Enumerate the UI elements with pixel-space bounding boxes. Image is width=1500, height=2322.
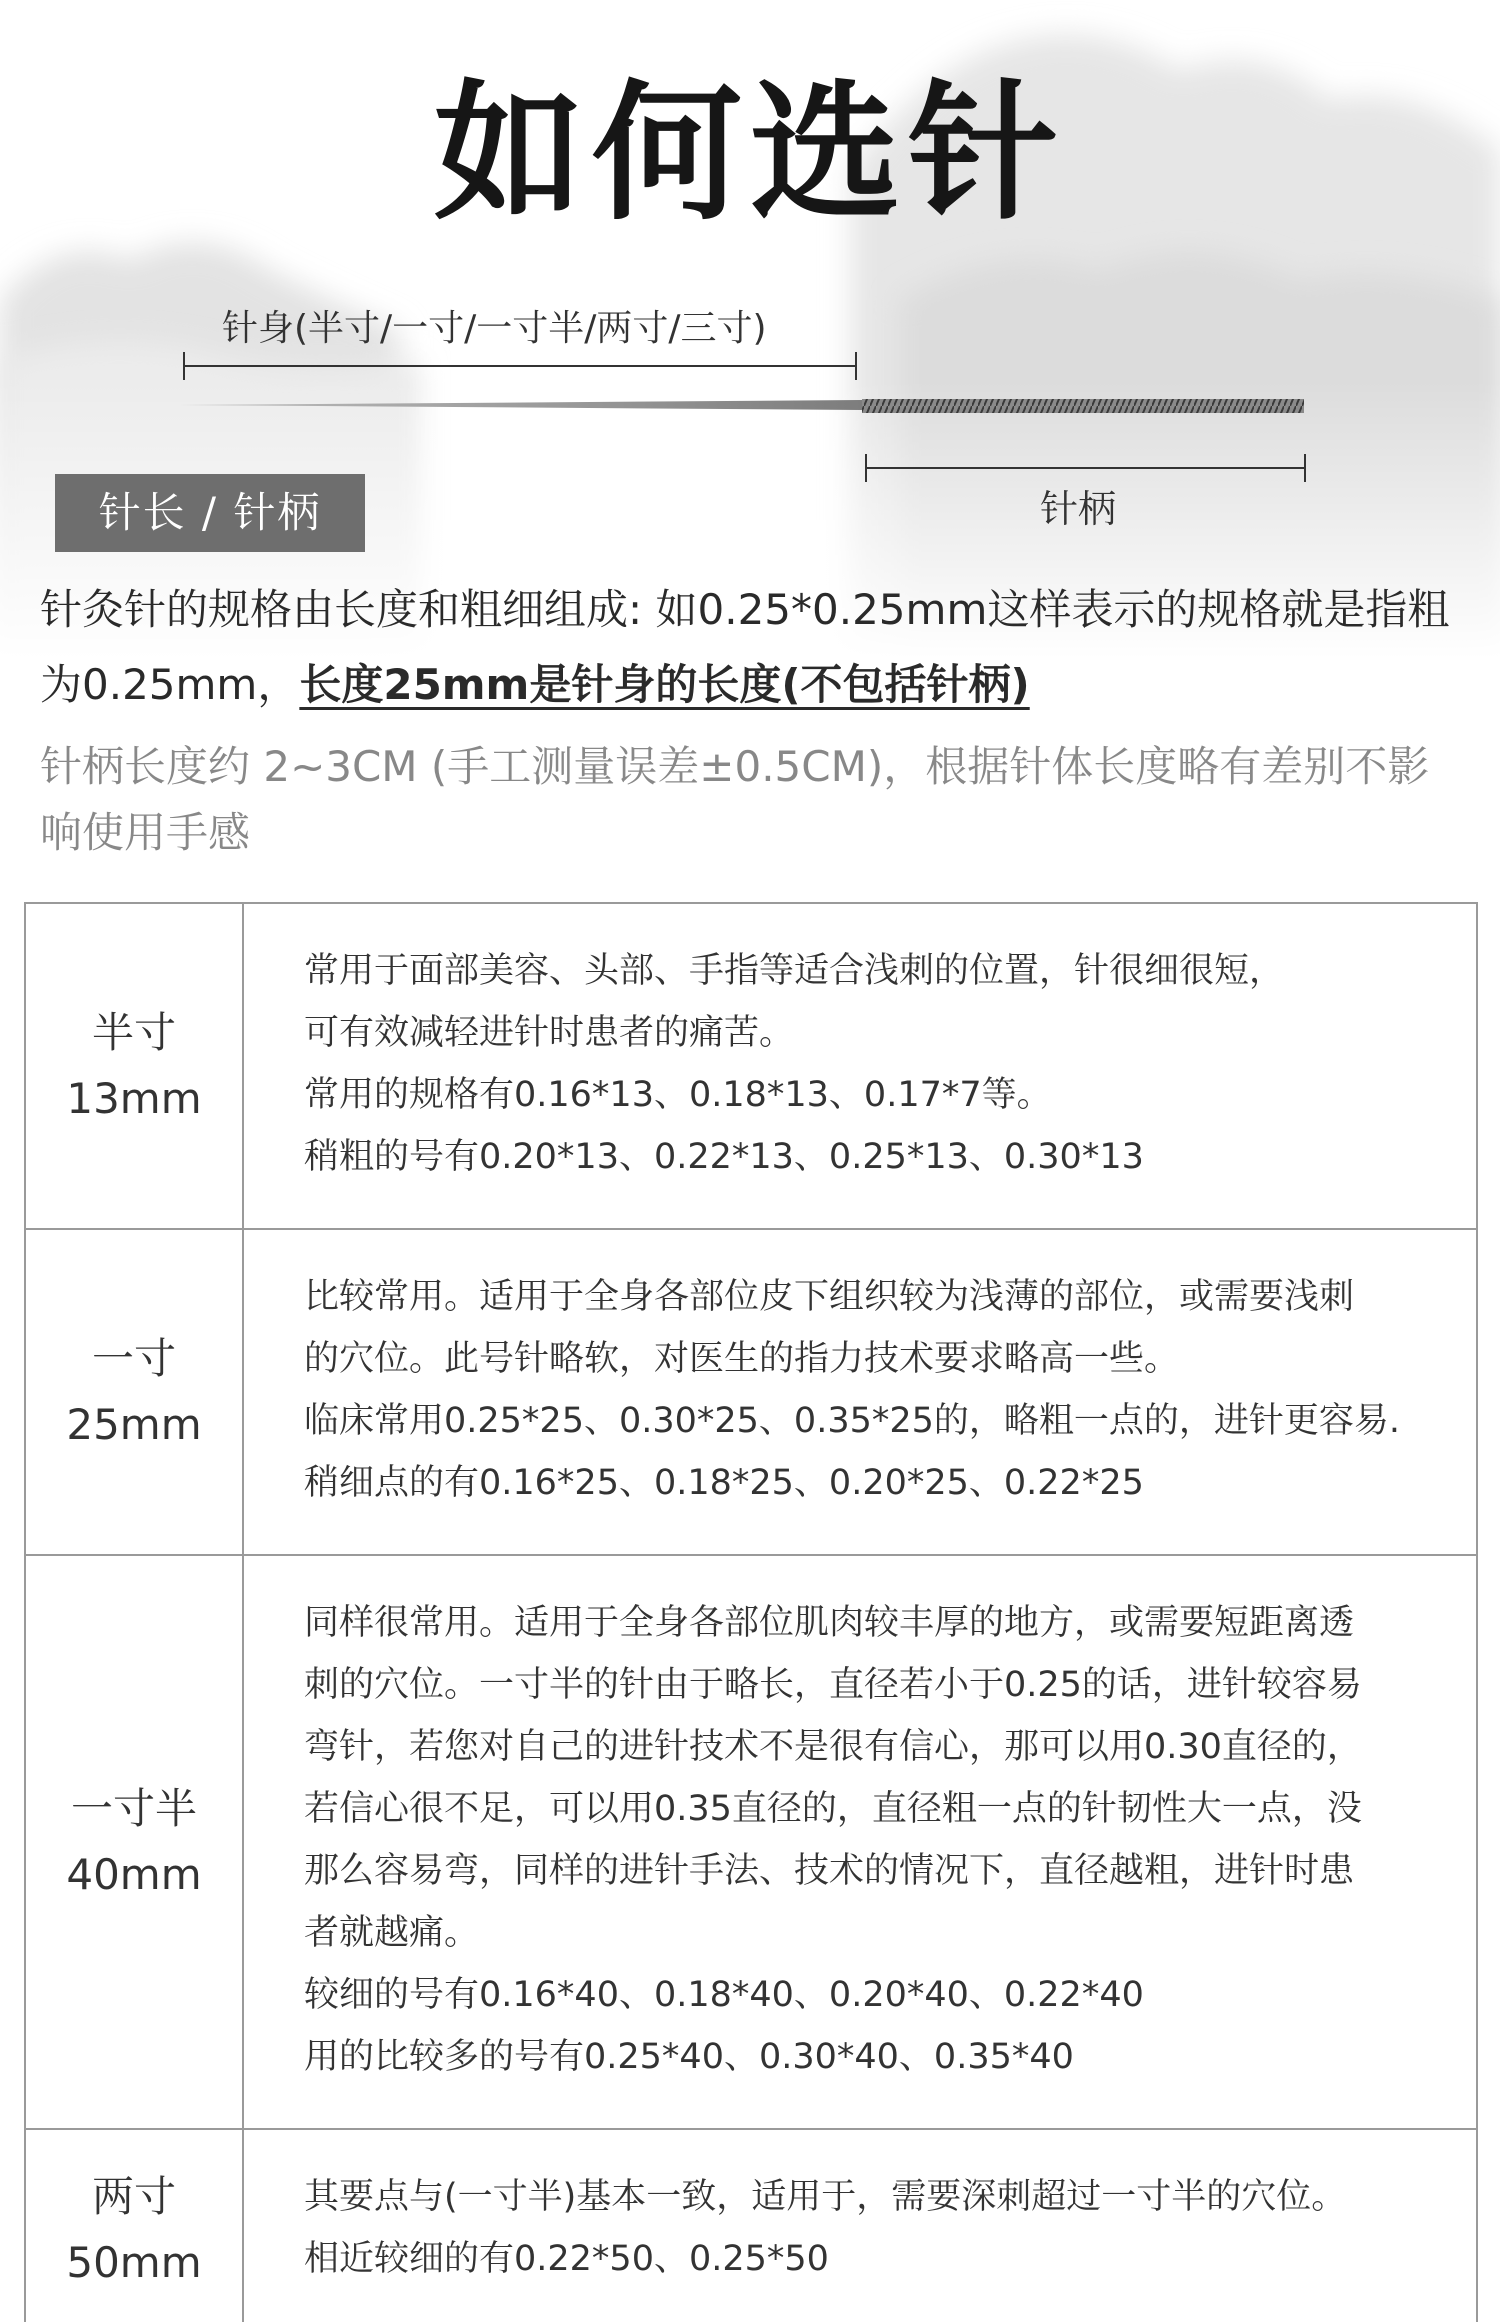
- handle-length-note: 针柄长度约 2~3CM (手工测量误差±0.5CM)，根据针体长度略有差别不影响使用手感: [40, 742, 1430, 857]
- size-mm: 13mm: [66, 1074, 202, 1123]
- needle-handle: [862, 399, 1304, 413]
- needle-spec-table: [24, 902, 1478, 2322]
- description-line: 用的比较多的号有0.25*40、0.30*40、0.35*40: [304, 2037, 1074, 2077]
- body-dimension-line: [184, 352, 856, 380]
- needle-body-label: 针身(半寸/一寸/一寸半/两寸/三寸): [222, 308, 767, 349]
- description-line: 常用于面部美容、头部、手指等适合浅刺的位置，针很细很短，: [304, 951, 1285, 991]
- size-mm: 25mm: [66, 1400, 202, 1449]
- size-cell: [25, 1229, 243, 1555]
- description-line: 弯针，若您对自己的进针技术不是很有信心，那可以用0.30直径的，: [304, 1727, 1362, 1767]
- size-cell: [25, 1555, 243, 2129]
- needle-diagram: [0, 0, 1500, 500]
- size-name: 一寸: [91, 1334, 176, 1383]
- description-line: 稍细点的有0.16*25、0.18*25、0.20*25、0.22*25: [304, 1463, 1144, 1503]
- size-cell: [25, 2129, 243, 2322]
- spec-row: [25, 903, 1477, 1229]
- needle-handle-label: 针柄: [1040, 487, 1117, 531]
- description-cell: [243, 903, 1477, 1229]
- description-cell: [243, 1229, 1477, 1555]
- description-line: 相近较细的有0.22*50、0.25*50: [304, 2239, 829, 2279]
- intro-emphasis: 长度25mm是针身的长度(不包括针柄): [299, 660, 1030, 709]
- description-line: 其要点与(一寸半)基本一致，适用于，需要深刺超过一寸半的穴位。: [304, 2177, 1347, 2217]
- intro-text: 针灸针的规格由长度和粗细组成: 如0.25*0.25mm这样表示的规格就是指粗为0.25mm，: [40, 585, 1450, 709]
- section-tag: 针长 / 针柄: [55, 474, 365, 552]
- description-line: 比较常用。适用于全身各部位皮下组织较为浅薄的部位，或需要浅刺: [304, 1277, 1355, 1317]
- description-line: 刺的穴位。一寸半的针由于略长，直径若小于0.25的话，进针较容易: [304, 1665, 1362, 1705]
- description-line: 那么容易弯，同样的进针手法、技术的情况下，直径越粗，进针时患: [304, 1851, 1355, 1891]
- size-mm: 40mm: [66, 1850, 202, 1899]
- description-line: 临床常用0.25*25、0.30*25、0.35*25的，略粗一点的，进针更容易.: [304, 1401, 1401, 1441]
- description-line: 的穴位。此号针略软，对医生的指力技术要求略高一些。: [304, 1339, 1180, 1379]
- spec-row: [25, 1555, 1477, 2129]
- size-name: 半寸: [91, 1008, 176, 1057]
- intro-paragraph: [40, 572, 1470, 722]
- description-line: 可有效减轻进针时患者的痛苦。: [304, 1013, 795, 1053]
- description-line: 若信心很不足，可以用0.35直径的，直径粗一点的针韧性大一点，没: [304, 1789, 1362, 1829]
- size-mm: 50mm: [66, 2238, 202, 2287]
- description-line: 者就越痛。: [304, 1913, 480, 1953]
- size-name: 两寸: [91, 2172, 176, 2221]
- size-cell: [25, 903, 243, 1229]
- description-cell: [243, 2129, 1477, 2322]
- needle-shaft: [180, 400, 862, 410]
- description-line: 常用的规格有0.16*13、0.18*13、0.17*7等。: [304, 1075, 1052, 1115]
- description-line: 较细的号有0.16*40、0.18*40、0.20*40、0.22*40: [304, 1975, 1144, 2015]
- description-cell: [243, 1555, 1477, 2129]
- page-title: 如何选针: [433, 65, 1066, 241]
- description-line: 同样很常用。适用于全身各部位肌肉较丰厚的地方，或需要短距离透: [304, 1603, 1355, 1643]
- size-name: 一寸半: [70, 1784, 197, 1833]
- description-line: 稍粗的号有0.20*13、0.22*13、0.25*13、0.30*13: [304, 1137, 1144, 1177]
- spec-row: [25, 2129, 1477, 2322]
- spec-row: [25, 1229, 1477, 1555]
